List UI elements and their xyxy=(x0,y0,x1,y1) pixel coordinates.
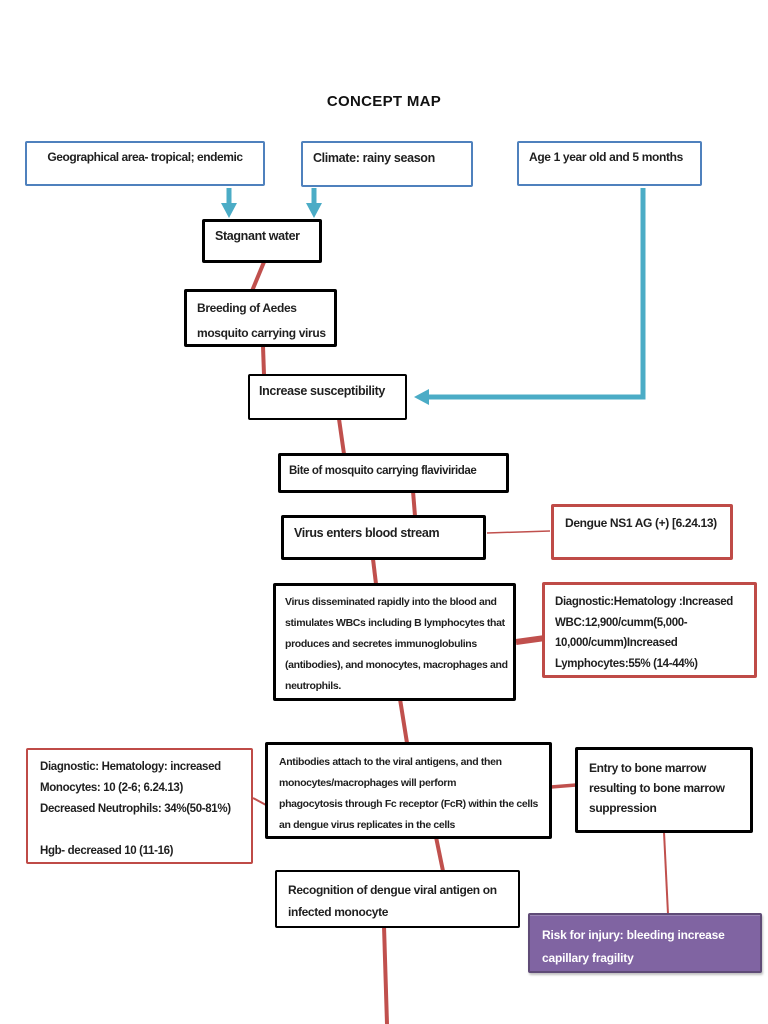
connector-bite-virus-enters xyxy=(413,491,415,516)
text-line: Diagnostic:Hematology :Increased xyxy=(555,596,733,608)
arrow-age-to-susceptibility xyxy=(424,188,643,397)
text-line: capillary fragility xyxy=(542,951,634,965)
text-line: monocytes/macrophages will perform xyxy=(279,777,457,789)
connector-recognition-continues xyxy=(384,926,387,1024)
node-stagnant-water: Stagnant water xyxy=(202,219,322,263)
text-line: Antibodies attach to the viral antigens, and then xyxy=(279,756,502,768)
text-line: Diagnostic: Hematology: increased xyxy=(40,761,221,773)
text-line: neutrophils. xyxy=(285,680,341,692)
node-bone-marrow-entry xyxy=(575,747,753,833)
node-breeding-aedes xyxy=(184,289,337,347)
text-line: infected monocyte xyxy=(288,905,389,919)
node-dengue-ns1-result: Dengue NS1 AG (+) [6.24.13) xyxy=(551,504,733,560)
text-line: Risk for injury: bleeding increase xyxy=(542,928,725,942)
text-line: phagocytosis through Fc receptor (FcR) within the cells xyxy=(279,798,539,810)
text-line: Lymphocytes:55% (14-44%) xyxy=(555,657,698,670)
node-increase-susceptibility: Increase susceptibility xyxy=(248,374,407,420)
node-antibodies-phagocytosis xyxy=(265,742,552,839)
text-line: Recognition of dengue viral antigen on xyxy=(288,883,497,897)
text-line: Breeding of Aedes xyxy=(197,301,297,315)
connector-virus-enters-disseminated xyxy=(373,559,376,584)
node-virus-enters-blood: Virus enters blood stream xyxy=(281,515,486,560)
text-line: Monocytes: 10 (2-6; 6.24.13) xyxy=(40,782,183,794)
connector-antibodies-recognition xyxy=(436,837,443,871)
text-line: an dengue virus replicates in the cells xyxy=(279,819,456,831)
connector-virus-enters-dengue-ns1 xyxy=(487,531,550,533)
text-line xyxy=(40,820,251,841)
text-line: resulting to bone marrow xyxy=(589,781,725,795)
connector-breeding-susceptibility xyxy=(263,346,264,375)
node-risk-for-injury xyxy=(528,913,762,973)
connector-antibodies-bone-marrow xyxy=(551,785,576,787)
text-line: 10,000/cumm)Increased xyxy=(555,637,678,649)
connector-susceptibility-bite xyxy=(339,419,344,454)
node-virus-disseminated xyxy=(273,583,516,701)
text-line: WBC:12,900/cumm(5,000- xyxy=(555,616,688,629)
node-diagnostic-wbc xyxy=(542,582,757,678)
node-climate: Climate: rainy season xyxy=(301,141,473,187)
text-line: suppression xyxy=(589,801,657,815)
text-line: Entry to bone marrow xyxy=(589,761,707,775)
connector-disseminated-antibodies xyxy=(400,699,407,743)
text-line: produces and secretes immunoglobulins xyxy=(285,638,477,650)
connector-bone-marrow-risk-injury xyxy=(664,832,668,914)
connector-disseminated-diagnostic-wbc xyxy=(516,638,545,642)
node-recognition-antigen xyxy=(275,870,520,928)
node-age: Age 1 year old and 5 months xyxy=(517,141,702,186)
connector-stagnant-breeding xyxy=(252,262,264,291)
text-line: Virus disseminated rapidly into the blood and xyxy=(285,596,497,608)
text-line: mosquito carrying virus xyxy=(197,326,326,340)
text-line: (antibodies), and monocytes, macrophages and xyxy=(285,659,508,671)
page-title: CONCEPT MAP xyxy=(326,93,442,110)
text-line: Hgb- decreased 10 (11-16) xyxy=(40,845,174,857)
node-geographical-area: Geographical area- tropical; endemic xyxy=(25,141,265,186)
text-line: stimulates WBCs including B lymphocytes that xyxy=(285,617,505,629)
node-diagnostic-monocytes xyxy=(26,748,253,864)
text-line: Decreased Neutrophils: 34%(50-81%) xyxy=(40,803,231,815)
node-bite-mosquito: Bite of mosquito carrying flaviviridae xyxy=(278,453,509,493)
